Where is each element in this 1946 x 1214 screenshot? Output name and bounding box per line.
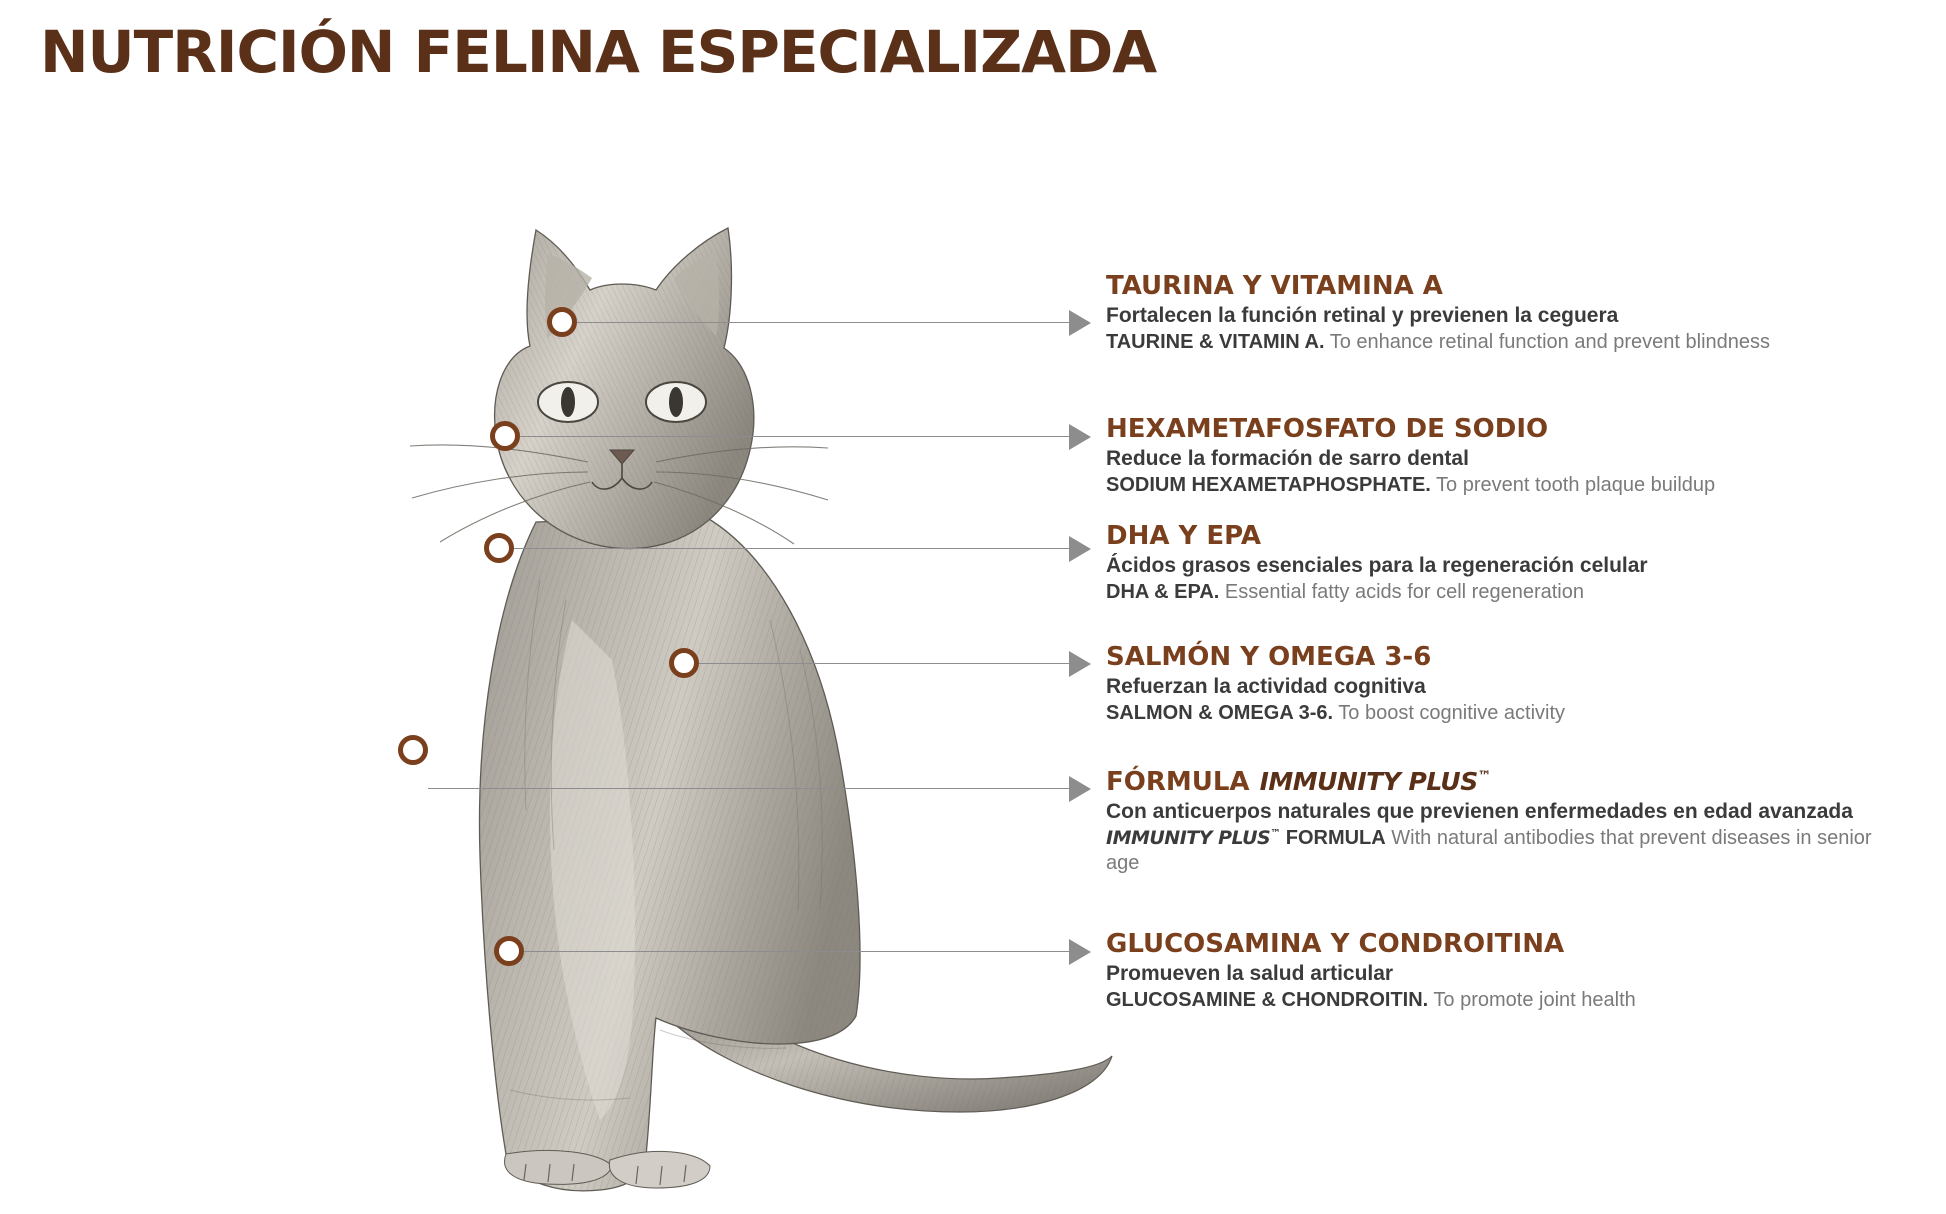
callout-english-text <box>1106 330 1906 355</box>
leader-line-glucosamina <box>524 951 1077 952</box>
callout-taurina-vitamina-a <box>1106 272 1906 355</box>
trademark-symbol: ™ <box>1270 827 1281 840</box>
arrow-salmon <box>1069 651 1091 677</box>
callout-spanish-text: Fortalecen la función retinal y previenen la ceguera <box>1106 304 1619 328</box>
callout-english-bold: GLUCOSAMINE & CHONDROITIN. <box>1106 988 1429 1011</box>
callout-heading: GLUCOSAMINA Y CONDROITINA <box>1106 929 1565 959</box>
callout-heading: SALMÓN Y OMEGA 3-6 <box>1106 642 1432 672</box>
brandmark-text: IMMUNITY PLUS <box>1106 826 1271 849</box>
arrow-formula <box>1069 776 1091 802</box>
callout-spanish-text: Promueven la salud articular <box>1106 962 1394 986</box>
callout-english-bold: TAURINE & VITAMIN A. <box>1106 330 1325 353</box>
callout-english-bold: DHA & EPA. <box>1106 580 1220 603</box>
callout-english-text <box>1106 988 1906 1013</box>
callout-glucosamina-y-condroitina <box>1106 930 1906 1013</box>
callout-english-bold: SODIUM HEXAMETAPHOSPHATE. <box>1106 473 1431 496</box>
callout-heading: HEXAMETAFOSFATO DE SODIO <box>1106 414 1549 444</box>
callout-hexametafosfato-de-sodio <box>1106 415 1906 498</box>
leader-line-hexametafosfato <box>520 436 1077 437</box>
callout-english-body: To enhance retinal function and prevent blindness <box>1329 330 1771 353</box>
leader-line-formula <box>428 788 1077 789</box>
callout-english-text <box>1106 701 1906 726</box>
callout-english-text <box>1106 826 1906 876</box>
callout-english-body: To boost cognitive activity <box>1338 701 1566 724</box>
callout-heading <box>1106 768 1906 797</box>
trademark-symbol: ™ <box>1477 768 1491 785</box>
callout-spanish-text: Reduce la formación de sarro dental <box>1106 447 1469 471</box>
callout-english-text <box>1106 473 1906 498</box>
callout-dha-y-epa <box>1106 522 1906 605</box>
callout-heading: DHA Y EPA <box>1106 521 1261 551</box>
arrow-hexametafosfato <box>1069 424 1091 450</box>
callout-english-text <box>1106 580 1906 605</box>
callout-heading: TAURINA Y VITAMINA A <box>1106 271 1443 301</box>
page-title: NUTRICIÓN FELINA ESPECIALIZADA <box>40 18 1157 86</box>
arrow-dha-epa <box>1069 536 1091 562</box>
marker-salmon-y-omega-3-6 <box>669 648 699 678</box>
callout-formula-immunity-plus <box>1106 768 1906 876</box>
callout-english-body: With natural antibodies that prevent diseases in senior age <box>1106 826 1872 874</box>
brandmark-text: IMMUNITY PLUS <box>1259 767 1478 796</box>
marker-taurina-vitamina-a <box>547 307 577 337</box>
callout-spanish-text: Refuerzan la actividad cognitiva <box>1106 675 1426 699</box>
callout-heading-text: FÓRMULA <box>1106 767 1250 797</box>
cat-illustration <box>300 150 1130 1210</box>
immunity-plus-brandmark <box>1260 767 1491 796</box>
callout-english-body: To promote joint health <box>1433 988 1636 1011</box>
callout-english-body: To prevent tooth plaque buildup <box>1436 473 1716 496</box>
arrow-glucosamina <box>1069 939 1091 965</box>
marker-dha-y-epa <box>484 533 514 563</box>
callout-english-body: Essential fatty acids for cell regeneration <box>1224 580 1584 603</box>
marker-hexametafosfato-de-sodio <box>490 421 520 451</box>
callout-english-bold: FORMULA <box>1285 826 1386 849</box>
marker-glucosamina-y-condroitina <box>494 936 524 966</box>
callout-english-bold: SALMON & OMEGA 3-6. <box>1106 701 1334 724</box>
immunity-plus-brandmark <box>1106 827 1280 849</box>
leader-line-dha-epa <box>514 548 1077 549</box>
callout-spanish-text: Ácidos grasos esenciales para la regeneración celular <box>1106 554 1648 578</box>
leader-line-salmon <box>699 663 1077 664</box>
callout-spanish-text: Con anticuerpos naturales que previenen enfermedades en edad avanzada <box>1106 800 1853 824</box>
leader-line-taurina <box>577 322 1077 323</box>
callout-salmon-y-omega-3-6 <box>1106 643 1906 726</box>
arrow-taurina <box>1069 310 1091 336</box>
marker-formula-immunity-plus <box>398 735 428 765</box>
